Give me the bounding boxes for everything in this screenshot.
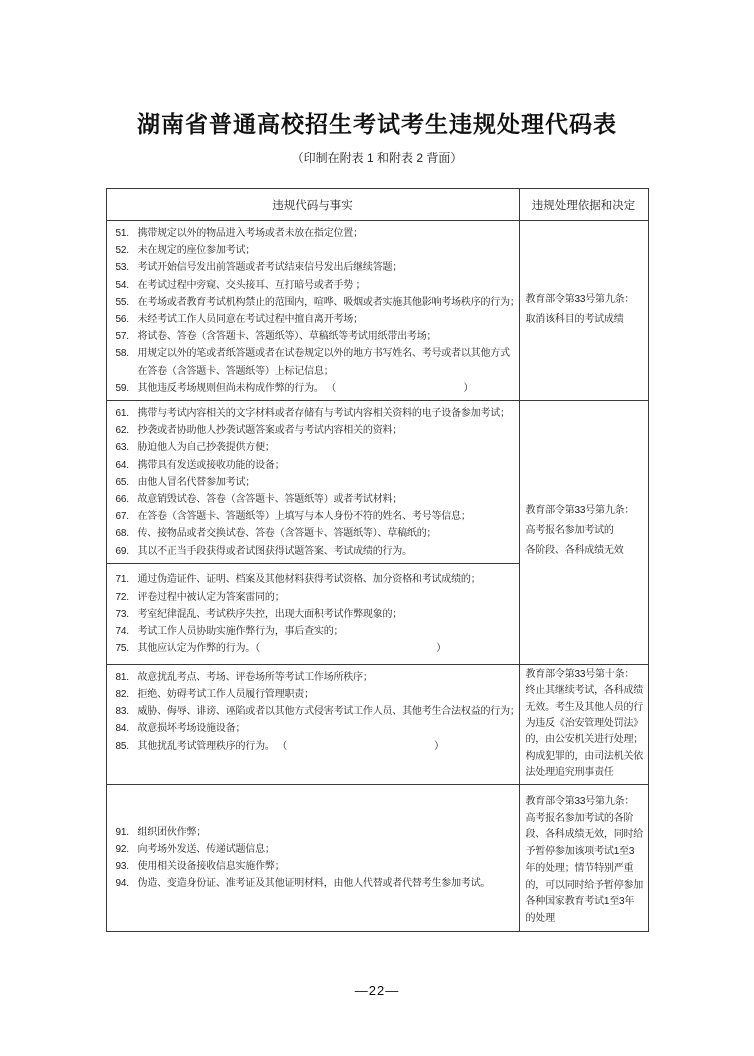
violation-code: 94. bbox=[115, 878, 129, 890]
violation-text: 携带与考试内容相关的文字材料或者存储有与考试内容相关资料的电子设备参加考试； bbox=[137, 408, 510, 420]
violation-text: 传、接物品或者交换试卷、答卷（含答题卡、答题纸等）、草稿纸的； bbox=[137, 528, 437, 540]
violation-item bbox=[116, 640, 517, 657]
violation-code-table bbox=[106, 188, 649, 932]
violation-text: 故意销毁试卷、答卷（含答题卡、答题纸等）或者考试材料； bbox=[137, 494, 403, 506]
facts-column bbox=[107, 665, 520, 784]
violation-item bbox=[116, 543, 517, 560]
decision-line: 无效。考生及其他人员的行 bbox=[525, 701, 644, 713]
violation-text: 用规定以外的笔或者纸答题或者在试卷规定以外的地方书写姓名、考号或者以其他方式 bbox=[137, 348, 510, 360]
decision-line: 教育部令第33号第九条： bbox=[525, 293, 635, 305]
decision-line: 年的处理；情节特别严重 bbox=[525, 862, 634, 874]
violation-text: 其他扰乱考试管理秩序的行为。 （ ） bbox=[137, 740, 444, 752]
violation-item bbox=[116, 720, 517, 737]
violation-item bbox=[116, 875, 517, 892]
facts-cell bbox=[107, 665, 519, 781]
violation-text: 伪造、变造身份证、准考证及其他证明材料，由他人代替或者代替考生参加考试。 bbox=[137, 878, 491, 890]
facts-column bbox=[107, 785, 520, 931]
violation-item bbox=[116, 508, 517, 525]
facts-column bbox=[107, 221, 520, 400]
decision-cell bbox=[520, 221, 648, 400]
violation-code: 65. bbox=[115, 476, 129, 488]
violation-text: 未经考试工作人员同意在考试过程中擅自离开考场； bbox=[137, 314, 363, 326]
violation-code: 55. bbox=[115, 296, 129, 308]
table-section-row bbox=[107, 221, 648, 401]
violation-code: 81. bbox=[115, 671, 129, 683]
violation-item bbox=[116, 457, 517, 474]
violation-code: 91. bbox=[115, 826, 129, 838]
decision-line: 教育部令第33号第十条： bbox=[525, 668, 635, 680]
table-section-row bbox=[107, 785, 648, 931]
table-section-row bbox=[107, 401, 648, 665]
violation-code: 54. bbox=[115, 279, 129, 291]
violation-code: 52. bbox=[115, 245, 129, 257]
violation-code: 73. bbox=[115, 608, 129, 620]
violation-code: 72. bbox=[115, 591, 129, 603]
violation-text: 考试开始信号发出前答题或者考试结束信号发出后继续答题； bbox=[137, 262, 403, 274]
violation-item bbox=[116, 439, 517, 456]
violation-text: 组织团伙作弊； bbox=[137, 826, 207, 838]
violation-item bbox=[116, 422, 517, 439]
violation-code: 69. bbox=[115, 545, 129, 557]
violation-text: 携带具有发送或接收功能的设备； bbox=[137, 459, 285, 471]
violation-text: 在考场或者教育考试机构禁止的范围内，喧哗、吸烟或者实施其他影响考场秩序的行为； bbox=[137, 296, 520, 308]
decision-line: 予暂停参加该项考试1至3 bbox=[525, 846, 635, 858]
violation-code: 59. bbox=[115, 382, 129, 394]
violation-code: 75. bbox=[115, 643, 129, 655]
violation-text: 在答卷（含答题卡、答题纸等）上填写与本人身份不符的姓名、考号等信息； bbox=[137, 511, 471, 523]
violation-text: 携带规定以外的物品进入考场或者未放在指定位置； bbox=[137, 228, 363, 239]
violation-item bbox=[115, 294, 520, 311]
table-body bbox=[107, 221, 648, 931]
facts-cell bbox=[107, 785, 519, 931]
violation-item bbox=[116, 738, 517, 755]
page-title: 湖南省普通高校招生考试考生违规处理代码表 bbox=[137, 111, 617, 137]
decision-line: 的，可以同时给予暂停参加 bbox=[525, 879, 644, 891]
violation-text: 考室纪律混乱、考试秩序失控，出现大面积考试作弊现象的； bbox=[137, 608, 403, 620]
violation-item bbox=[116, 571, 517, 588]
decision-line: 高考报名参加考试的各阶 bbox=[525, 812, 634, 824]
violation-code: 74. bbox=[115, 625, 129, 637]
violation-item bbox=[116, 623, 517, 640]
violation-item bbox=[115, 703, 520, 720]
decision-line: 的处理 bbox=[525, 913, 555, 925]
decision-line: 教育部令第33号第九条： bbox=[525, 795, 635, 807]
decision-line: 各阶段、各科成绩无效 bbox=[525, 545, 624, 557]
decision-line: 高考报名参加考试的 bbox=[525, 525, 614, 537]
violation-text: 在考试过程中旁窥、交头接耳、互打暗号或者手势 ； bbox=[137, 279, 366, 291]
violation-code: 51. bbox=[115, 228, 129, 239]
violation-item bbox=[116, 225, 517, 242]
violation-code: 85. bbox=[115, 740, 129, 752]
violation-code: 56. bbox=[115, 314, 129, 326]
decision-line: 终止其继续考试，各科成绩 bbox=[525, 685, 644, 697]
violation-code: 67. bbox=[115, 511, 129, 523]
column-header-facts: 违规代码与事实 bbox=[107, 189, 520, 220]
decision-line: 各种国家教育考试1至3年 bbox=[525, 896, 635, 908]
violation-text: 考试工作人员协助实施作弊行为，事后查实的； bbox=[137, 625, 344, 637]
decision-cell bbox=[520, 665, 648, 784]
violation-item bbox=[116, 686, 517, 703]
violation-code: 68. bbox=[115, 528, 129, 540]
violation-code: 62. bbox=[115, 425, 129, 437]
violation-text: 其他违反考场规则但尚未构成作弊的行为。 （ ） bbox=[137, 382, 474, 394]
violation-text: 故意扰乱考点、考场、评卷场所等考试工作场所秩序； bbox=[137, 671, 373, 683]
violation-text: 评卷过程中被认定为答案雷同的； bbox=[137, 591, 285, 603]
decision-line: 为违反《治安管理处罚法》 bbox=[525, 718, 644, 730]
page-number: —22— bbox=[354, 983, 400, 998]
violation-item bbox=[116, 405, 517, 422]
violation-item bbox=[116, 277, 517, 294]
violation-item bbox=[116, 328, 517, 345]
violation-item bbox=[116, 841, 517, 858]
violation-text: 其以不正当手段获得或者试图获得试题答案、考试成绩的行为。 bbox=[137, 545, 412, 557]
decision-line: 法处理追究刑事责任 bbox=[525, 767, 614, 779]
violation-code: 66. bbox=[115, 494, 129, 506]
violation-text: 将试卷、答卷（含答题卡、答题纸等）、草稿纸等考试用纸带出考场； bbox=[137, 331, 437, 343]
violation-item bbox=[116, 311, 517, 328]
violation-item bbox=[116, 242, 517, 259]
violation-item bbox=[116, 858, 517, 875]
violation-item bbox=[116, 491, 517, 508]
decision-line: 构成犯罪的，由司法机关依 bbox=[525, 750, 644, 762]
violation-code: 93. bbox=[115, 861, 129, 873]
facts-cell bbox=[107, 401, 519, 563]
violation-code: 53. bbox=[115, 262, 129, 274]
violation-item bbox=[116, 606, 517, 623]
violation-item bbox=[116, 259, 517, 276]
violation-text: 向考场外发送、传递试题信息； bbox=[137, 844, 275, 855]
facts-column bbox=[107, 401, 520, 664]
violation-text: 在答卷（含答题卡、答题纸等）上标记信息； bbox=[137, 365, 334, 377]
violation-text: 拒绝、妨碍考试工作人员履行管理职责； bbox=[137, 689, 314, 701]
violation-code bbox=[116, 363, 138, 380]
violation-item bbox=[116, 380, 517, 397]
decision-line: 教育部令第33号第九条： bbox=[525, 505, 635, 517]
violation-item bbox=[116, 363, 517, 380]
facts-cell bbox=[107, 221, 519, 400]
violation-code: 71. bbox=[115, 574, 129, 586]
violation-code: 63. bbox=[115, 442, 129, 454]
violation-code: 64. bbox=[115, 459, 129, 471]
violation-code: 83. bbox=[115, 706, 129, 718]
decision-line: 的，由公安机关进行处理； bbox=[525, 734, 644, 746]
decision-line: 取消该科目的考试成绩 bbox=[525, 313, 624, 325]
table-section-row bbox=[107, 665, 648, 785]
decision-cell bbox=[520, 785, 648, 931]
violation-code: 92. bbox=[115, 844, 129, 855]
violation-code: 57. bbox=[115, 331, 129, 343]
violation-code: 84. bbox=[115, 723, 129, 735]
violation-text: 通过伪造证件、证明、档案及其他材料获得考试资格、加分资格和考试成绩的； bbox=[137, 574, 481, 586]
violation-code: 82. bbox=[115, 689, 129, 701]
violation-item bbox=[116, 525, 517, 542]
violation-text: 威胁、侮辱、诽谤、诬陷或者以其他方式侵害考试工作人员、其他考生合法权益的行为； bbox=[137, 706, 520, 718]
violation-text: 由他人冒名代替参加考试； bbox=[137, 476, 256, 488]
violation-text: 抄袭或者协助他人抄袭试题答案或者与考试内容相关的资料； bbox=[137, 425, 403, 437]
table-header-row bbox=[107, 189, 648, 221]
violation-item bbox=[116, 669, 517, 686]
violation-item bbox=[116, 474, 517, 491]
violation-item bbox=[116, 345, 517, 362]
violation-text: 其他应认定为作弊的行为。（ ） bbox=[137, 643, 447, 655]
decision-cell bbox=[520, 401, 648, 664]
violation-item bbox=[116, 824, 517, 841]
violation-code: 58. bbox=[115, 348, 129, 360]
column-header-decision: 违规处理依据和决定 bbox=[531, 199, 636, 212]
violation-text: 胁迫他人为自己抄袭提供方便； bbox=[137, 442, 275, 454]
violation-text: 未在规定的座位参加考试； bbox=[137, 245, 256, 257]
violation-text: 故意损坏考场设施设备； bbox=[137, 723, 246, 735]
facts-cell bbox=[107, 563, 519, 664]
violation-text: 使用相关设备接收信息实施作弊； bbox=[137, 861, 285, 873]
violation-item bbox=[116, 589, 517, 606]
page-subtitle: （印制在附表 1 和附表 2 背面） bbox=[291, 151, 463, 165]
violation-code: 61. bbox=[115, 408, 129, 420]
decision-line: 段、各科成绩无效，同时给 bbox=[525, 829, 644, 841]
